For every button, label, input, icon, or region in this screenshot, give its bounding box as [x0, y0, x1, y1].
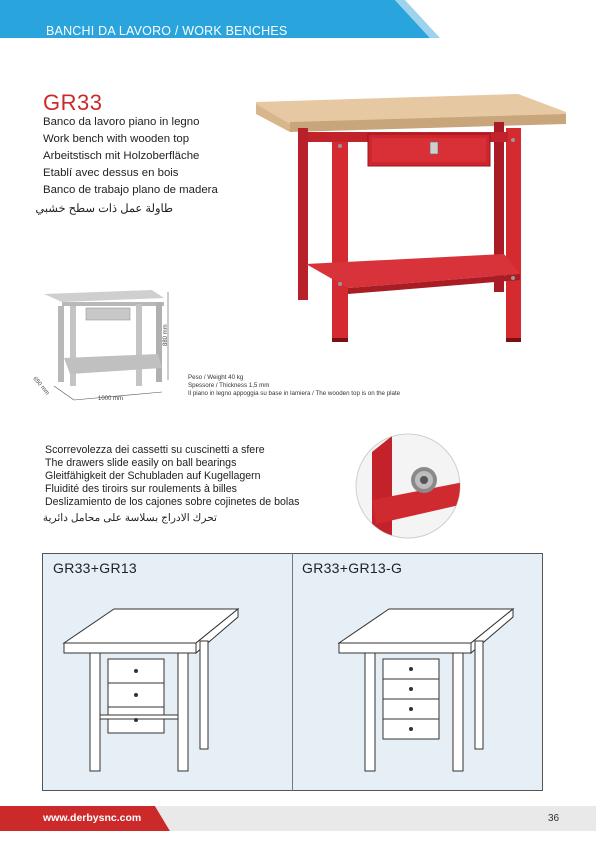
- description-en: Work bench with wooden top: [43, 133, 190, 145]
- feature-en: The drawers slide easily on ball bearings: [45, 457, 237, 469]
- description-es: Banco de trabajo plano de madera: [43, 184, 218, 196]
- composition-drawing-gr13: [60, 605, 250, 777]
- composition-title-gr13-g: GR33+GR13-G: [302, 560, 403, 576]
- feature-fr: Fluidité des tiroirs sur roulements à billes: [45, 483, 237, 495]
- description-fr: Etablí avec dessus en bois: [43, 167, 179, 179]
- dimension-width: 1000 mm: [98, 396, 124, 402]
- workbench-photo: [250, 88, 570, 373]
- spec-top-note: Il piano in legno appoggia su base in lamiera / The wooden top is on the plate: [188, 390, 401, 397]
- dimension-drawing: [40, 288, 180, 408]
- feature-it: Scorrevolezza dei cassetti su cuscinetti a sfere: [45, 444, 265, 456]
- product-code: GR33: [43, 90, 103, 115]
- composition-drawing-gr13-g: [335, 605, 525, 777]
- feature-de: Gleitfähigkeit der Schubladen auf Kugellagern: [45, 470, 261, 482]
- ball-bearing-detail: [352, 432, 464, 540]
- description-it: Banco da lavoro piano in legno: [43, 116, 200, 128]
- spec-weight: Peso / Weight 40 kg: [188, 374, 244, 381]
- composition-title-gr13: GR33+GR13: [53, 560, 138, 576]
- feature-ar: تحرك الادراج بسلاسة على محامل دائرية: [42, 512, 217, 524]
- footer-website-link[interactable]: www.derbysnc.com: [43, 812, 142, 824]
- section-title: BANCHI DA LAVORO / WORK BENCHES: [46, 24, 288, 38]
- feature-es: Deslizamiento de los cajones sobre cojinetes de bolas: [45, 496, 300, 508]
- description-de: Arbeitstisch mit Holzoberfläche: [43, 150, 200, 162]
- dimension-height: 880 mm: [163, 324, 169, 346]
- page-number: 36: [548, 813, 560, 824]
- spec-thickness: Spessore / Thickness 1,5 mm: [188, 382, 270, 389]
- compositions-divider: [292, 553, 293, 791]
- dimension-depth: 650 mm: [31, 376, 50, 397]
- description-ar: طاولة عمل ذات سطح خشبي: [35, 203, 173, 215]
